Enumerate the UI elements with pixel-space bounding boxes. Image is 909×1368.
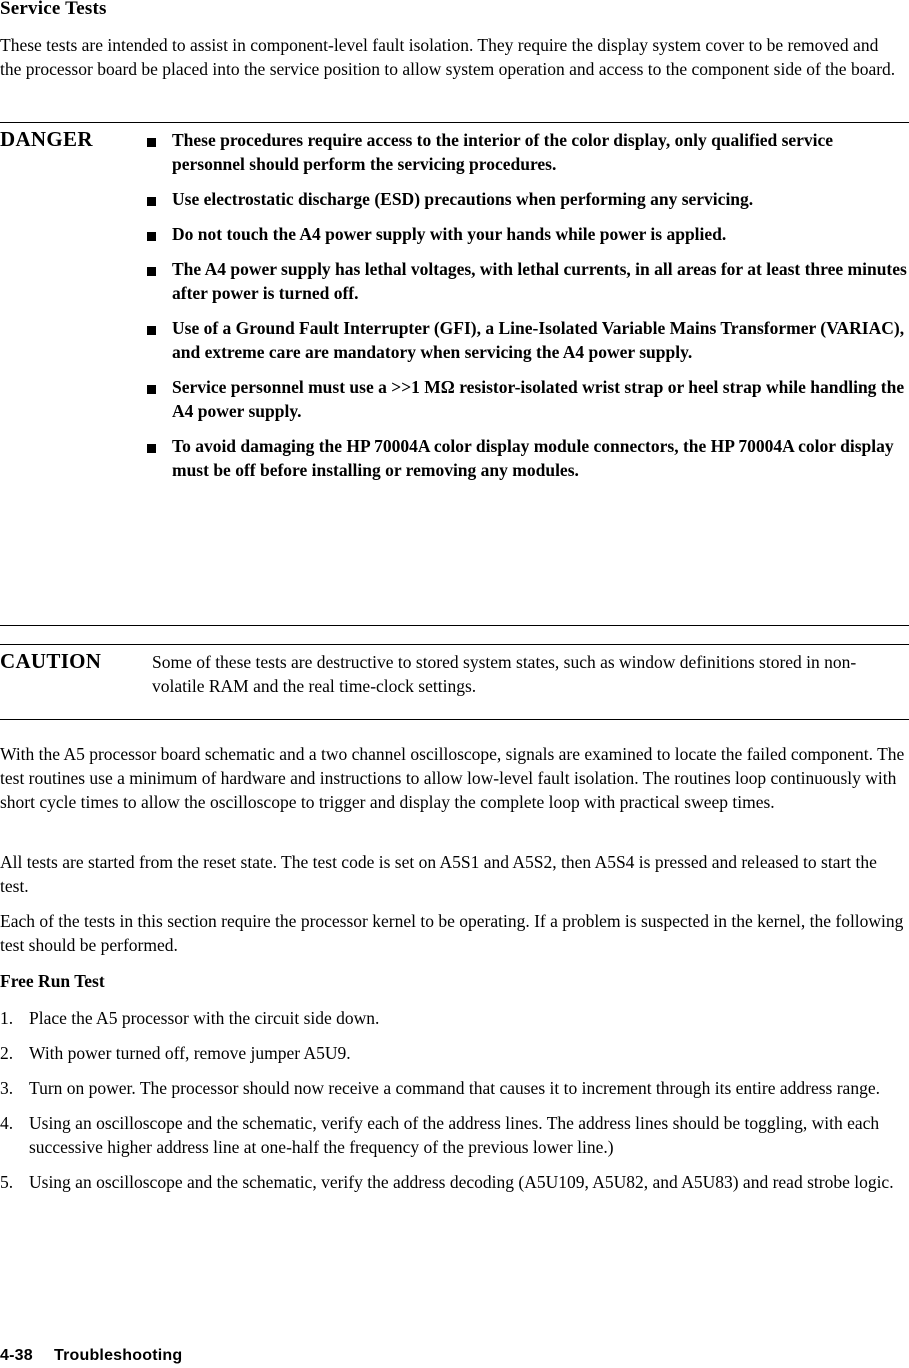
danger-label: DANGER — [0, 127, 93, 151]
danger-item-text: Use of a Ground Fault Interrupter (GFI), a Line-Isolated Variable Mains Transformer (VARIAC), and extreme care are mandatory when servicing the A4 power supply. — [172, 318, 905, 362]
caution-bottom-rule — [0, 719, 909, 720]
danger-item — [147, 316, 907, 364]
bullet-icon — [147, 444, 156, 453]
caution-label: CAUTION — [0, 649, 102, 673]
bullet-icon — [147, 326, 156, 335]
bullet-icon — [147, 385, 156, 394]
danger-item — [147, 434, 907, 482]
step-item — [0, 1006, 905, 1030]
intro-paragraph: These tests are intended to assist in component-level fault isolation. They require the display system cover to be removed and the processor board be placed into the service position to allow system operation and access to the component side of the board. — [0, 35, 896, 79]
step-text: Using an oscilloscope and the schematic, verify the address decoding (A5U109, A5U82, and A5U83) and read strobe logic. — [29, 1172, 894, 1192]
body-paragraph: With the A5 processor board schematic and a two channel oscilloscope, signals are examined to locate the failed component. The test routines use a minimum of hardware and instructions to allow low-level fault isolation. The routines loop continuously with short cycle times to allow the oscilloscope to trigger and display the complete loop with practical sweep times. — [0, 744, 905, 812]
danger-bottom-rule — [0, 625, 909, 626]
step-text: Turn on power. The processor should now receive a command that causes it to increment through its entire address range. — [29, 1078, 880, 1098]
body-paragraph: Each of the tests in this section require the processor kernel to be operating. If a problem is suspected in the kernel, the following test should be performed. — [0, 911, 904, 955]
chapter-name: Troubleshooting — [54, 1347, 183, 1364]
danger-item-text: Use electrostatic discharge (ESD) precautions when performing any servicing. — [172, 189, 754, 209]
bullet-icon — [147, 232, 156, 241]
free-run-test-heading: Free Run Test — [0, 971, 105, 991]
step-number: 2. — [0, 1043, 14, 1063]
danger-list — [147, 128, 907, 493]
step-item — [0, 1076, 905, 1100]
danger-item-text: To avoid damaging the HP 70004A color display module connectors, the HP 70004A color display must be off before installing or removing any modules. — [172, 436, 894, 480]
step-text: Using an oscilloscope and the schematic, verify each of the address lines. The address lines should be toggling, with each successive higher address line at one-half the frequency of the previous lower line.) — [29, 1113, 880, 1157]
bullet-icon — [147, 138, 156, 147]
bullet-icon — [147, 267, 156, 276]
danger-item — [147, 375, 907, 423]
section-title: Service Tests — [0, 0, 107, 19]
free-run-steps — [0, 1006, 905, 1205]
danger-item — [147, 222, 907, 246]
step-number: 3. — [0, 1078, 14, 1098]
step-number: 4. — [0, 1113, 14, 1133]
caution-top-rule — [0, 644, 909, 645]
step-item — [0, 1111, 905, 1159]
bullet-icon — [147, 197, 156, 206]
caution-text: Some of these tests are destructive to stored system states, such as window definitions stored in non-volatile RAM and the real time-clock settings. — [152, 652, 857, 696]
page-footer — [0, 1344, 182, 1368]
danger-item — [147, 257, 907, 305]
step-number: 5. — [0, 1172, 14, 1192]
step-number: 1. — [0, 1008, 14, 1028]
danger-item-text: These procedures require access to the interior of the color display, only qualified service personnel should perform the servicing procedures. — [172, 130, 834, 174]
danger-item-text: Do not touch the A4 power supply with your hands while power is applied. — [172, 224, 727, 244]
step-item — [0, 1170, 905, 1194]
body-paragraph: All tests are started from the reset state. The test code is set on A5S1 and A5S2, then A5S4 is pressed and released to start the test. — [0, 852, 877, 896]
danger-item — [147, 128, 907, 176]
step-text: With power turned off, remove jumper A5U9. — [29, 1043, 351, 1063]
danger-item — [147, 187, 907, 211]
step-item — [0, 1041, 905, 1065]
danger-item-text: Service personnel must use a >>1 MΩ resistor-isolated wrist strap or heel strap while handling the A4 power supply. — [172, 377, 905, 421]
step-text: Place the A5 processor with the circuit side down. — [29, 1008, 380, 1028]
danger-top-rule — [0, 122, 909, 123]
danger-item-text: The A4 power supply has lethal voltages, with lethal currents, in all areas for at least three minutes after power is turned off. — [172, 259, 907, 303]
page-number: 4-38 — [0, 1347, 33, 1364]
